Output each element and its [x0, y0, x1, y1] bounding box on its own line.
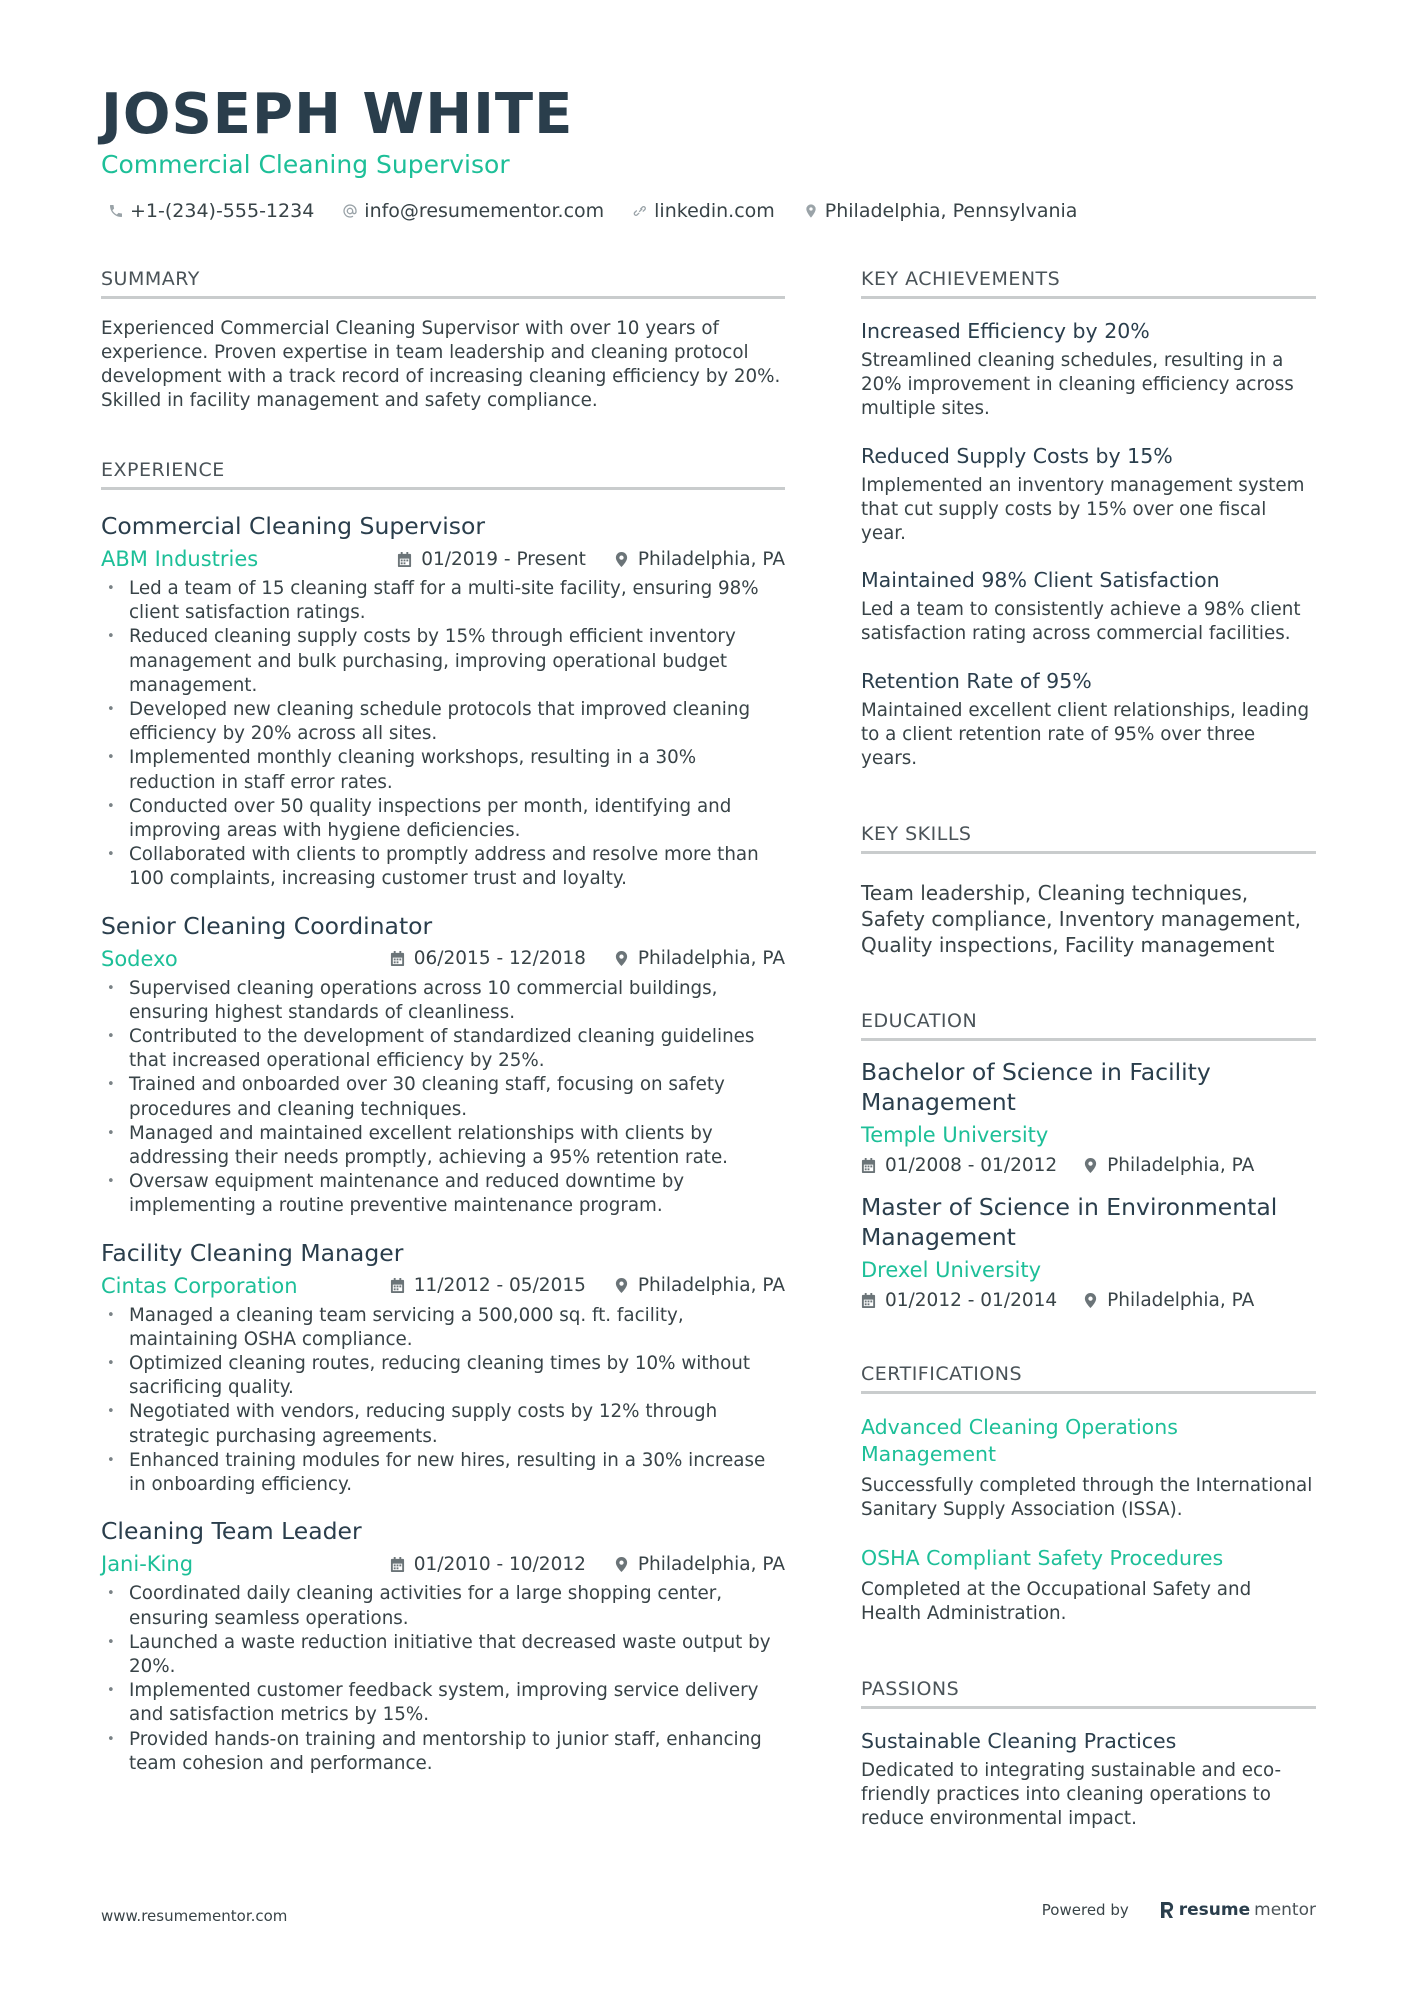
- education-item: [861, 1192, 1316, 1311]
- certification-item: [861, 1414, 1316, 1522]
- brand-bold: resume: [1178, 1900, 1251, 1920]
- certifications-heading: CERTIFICATIONS: [861, 1363, 1316, 1394]
- job-company: Jani-King: [101, 1552, 194, 1577]
- certification-title: OSHA Compliant Safety Procedures: [861, 1545, 1224, 1570]
- achievement-item: [861, 444, 1316, 547]
- resumementor-logo-icon: [1159, 1900, 1175, 1920]
- job-location: Philadelphia, PA: [637, 948, 785, 970]
- achievements-heading: KEY ACHIEVEMENTS: [861, 268, 1316, 299]
- job-company: Cintas Corporation: [101, 1273, 298, 1298]
- certification-desc: Successfully completed through the International Sanitary Supply Association (ISSA).: [861, 1475, 1313, 1521]
- job-meta: [101, 1274, 785, 1298]
- resumementor-logo[interactable]: [1159, 1900, 1316, 1920]
- contact-email[interactable]: [342, 200, 604, 222]
- education-location: Philadelphia, PA: [1107, 1290, 1255, 1312]
- footer-website[interactable]: www.resumementor.com: [101, 1907, 288, 1925]
- left-column: [101, 268, 785, 1776]
- job-title: Cleaning Team Leader: [101, 1517, 362, 1546]
- bullet-item: • Reduced cleaning supply costs by 15% through efficient inventory management and bulk purchasing, improving operational budget management.: [101, 625, 785, 698]
- education-location: Philadelphia, PA: [1107, 1155, 1255, 1177]
- achievement-title: Reduced Supply Costs by 15%: [861, 443, 1173, 468]
- job-entry: [101, 1239, 785, 1498]
- candidate-title: Commercial Cleaning Supervisor: [101, 150, 510, 179]
- summary-heading: SUMMARY: [101, 268, 785, 299]
- bullet-item: • Conducted over 50 quality inspections per month, identifying and improving areas with hygiene deficiencies.: [101, 795, 785, 843]
- job-meta: [101, 947, 785, 971]
- brand-light: mentor: [1254, 1900, 1316, 1920]
- location-pin-icon: [614, 551, 629, 568]
- education-heading: EDUCATION: [861, 1010, 1316, 1041]
- job-dates: 01/2010 - 10/2012: [413, 1553, 586, 1575]
- email-link[interactable]: info@resumementor.com: [364, 200, 605, 222]
- achievement-desc: Streamlined cleaning schedules, resulting in a 20% improvement in cleaning efficiency across multiple sites.: [861, 350, 1294, 420]
- contact-location: [803, 200, 1078, 222]
- bullet-item: • Enhanced training modules for new hires, resulting in a 30% increase in onboarding efficiency.: [101, 1449, 785, 1497]
- education-dates: 01/2008 - 01/2012: [885, 1155, 1058, 1177]
- contact-linkedin[interactable]: [632, 200, 775, 222]
- location-pin-icon: [1083, 1292, 1098, 1309]
- job-location: Philadelphia, PA: [637, 548, 785, 570]
- achievement-item: [861, 319, 1316, 422]
- job-meta: [101, 547, 785, 571]
- achievement-item: [861, 568, 1316, 646]
- location-pin-icon: [803, 203, 819, 219]
- job-title: Commercial Cleaning Supervisor: [101, 512, 486, 540]
- calendar-icon: [390, 950, 405, 967]
- bullet-item: • Oversaw equipment maintenance and reduced downtime by implementing a routine preventive maintenance program.: [101, 1170, 785, 1218]
- job-entry: [101, 512, 785, 892]
- location-pin-icon: [614, 1556, 629, 1573]
- job-meta: [101, 1552, 785, 1576]
- job-title: Senior Cleaning Coordinator: [101, 911, 433, 940]
- bullet-item: • Supervised cleaning operations across 10 commercial buildings, ensuring highest standards of cleanliness.: [101, 977, 785, 1025]
- summary-text: Experienced Commercial Cleaning Supervisor with over 10 years of experience. Proven expertise in team leadership and cleaning protocol development with a track record of increasing cleaning efficiency by 20%. Skilled in facility management and safety compliance.: [101, 318, 781, 411]
- calendar-icon: [861, 1157, 876, 1174]
- job-company: ABM Industries: [101, 547, 259, 571]
- bullet-item: • Coordinated daily cleaning activities for a large shopping center, ensuring seamless operations.: [101, 1582, 785, 1630]
- contact-bar: [108, 200, 1077, 222]
- bullet-item: • Implemented customer feedback system, improving service delivery and satisfaction metrics by 15%.: [101, 1679, 785, 1727]
- passion-desc: Dedicated to integrating sustainable and eco-friendly practices into cleaning operations to reduce environmental impact.: [861, 1760, 1282, 1830]
- achievement-desc: Maintained excellent client relationships, leading to a client retention rate of 95% over three years.: [861, 699, 1310, 770]
- job-dates: 01/2019 - Present: [421, 548, 586, 570]
- job-company: Sodexo: [101, 946, 178, 971]
- calendar-icon: [390, 1277, 405, 1294]
- certification-title: Advanced Cleaning Operations Management: [861, 1415, 1178, 1467]
- bullet-item: • Led a team of 15 cleaning staff for a multi-site facility, ensuring 98% client satisfaction ratings.: [101, 577, 785, 625]
- bullet-item: • Launched a waste reduction initiative that decreased waste output by 20%.: [101, 1631, 785, 1679]
- job-bullets: [101, 1582, 785, 1776]
- footer-branding: [1042, 1900, 1316, 1920]
- bullet-item: • Contributed to the development of standardized cleaning guidelines that increased operational efficiency by 25%.: [101, 1025, 785, 1073]
- bullet-item: • Managed and maintained excellent relationships with clients by addressing their needs promptly, achieving a 95% retention rate.: [101, 1122, 785, 1170]
- candidate-name: JOSEPH WHITE: [101, 82, 574, 147]
- linkedin-link[interactable]: linkedin.com: [654, 200, 775, 222]
- location-pin-icon: [1083, 1157, 1098, 1174]
- achievement-title: Increased Efficiency by 20%: [861, 319, 1150, 343]
- certification-item: [861, 1545, 1316, 1626]
- achievement-item: [861, 669, 1316, 772]
- location-text: Philadelphia, Pennsylvania: [824, 200, 1078, 222]
- education-school: Temple University: [861, 1123, 1049, 1148]
- bullet-item: • Developed new cleaning schedule protocols that improved cleaning efficiency by 20% across all sites.: [101, 698, 785, 746]
- job-bullets: [101, 977, 785, 1219]
- bullet-item: • Implemented monthly cleaning workshops, resulting in a 30% reduction in staff error rates.: [101, 746, 785, 794]
- skills-heading: KEY SKILLS: [861, 823, 1316, 854]
- skills-text: Team leadership, Cleaning techniques, Safety compliance, Inventory management, Quality inspections, Facility management: [861, 881, 1302, 958]
- education-dates: 01/2012 - 01/2014: [885, 1290, 1058, 1312]
- certification-desc: Completed at the Occupational Safety and Health Administration.: [861, 1578, 1252, 1624]
- location-pin-icon: [614, 1277, 629, 1294]
- bullet-item: • Collaborated with clients to promptly address and resolve more than 100 complaints, increasing customer trust and loyalty.: [101, 843, 785, 891]
- phone-icon: [108, 203, 124, 219]
- passion-title: Sustainable Cleaning Practices: [861, 1729, 1177, 1754]
- right-column: [861, 268, 1316, 1832]
- powered-by-text: Powered by: [1041, 1901, 1129, 1919]
- job-entry: [101, 912, 785, 1219]
- at-icon: [342, 203, 358, 219]
- job-dates: 11/2012 - 05/2015: [413, 1275, 586, 1297]
- job-bullets: [101, 1304, 785, 1498]
- achievement-desc: Implemented an inventory management system that cut supply costs by 15% over one fiscal year.: [861, 474, 1305, 545]
- job-location: Philadelphia, PA: [637, 1553, 785, 1575]
- bullet-item: • Optimized cleaning routes, reducing cleaning times by 10% without sacrificing quality.: [101, 1352, 785, 1400]
- achievement-title: Maintained 98% Client Satisfaction: [861, 568, 1220, 593]
- bullet-item: • Provided hands-on training and mentorship to junior staff, enhancing team cohesion and performance.: [101, 1728, 785, 1776]
- location-pin-icon: [614, 950, 629, 967]
- achievement-desc: Led a team to consistently achieve a 98% client satisfaction rating across commercial facilities.: [861, 599, 1301, 645]
- passion-item: [861, 1729, 1316, 1832]
- bullet-item: • Negotiated with vendors, reducing supply costs by 12% through strategic purchasing agreements.: [101, 1400, 785, 1448]
- calendar-icon: [861, 1292, 876, 1309]
- education-school: Drexel University: [861, 1258, 1042, 1283]
- phone-text: +1-(234)-555-1234: [130, 200, 315, 222]
- bullet-item: • Trained and onboarded over 30 cleaning staff, focusing on safety procedures and cleaning techniques.: [101, 1073, 785, 1121]
- education-degree: Master of Science in Environmental Management: [861, 1193, 1278, 1252]
- job-location: Philadelphia, PA: [637, 1275, 785, 1297]
- calendar-icon: [397, 551, 412, 568]
- link-icon: [632, 203, 648, 219]
- achievement-title: Retention Rate of 95%: [861, 668, 1092, 693]
- bullet-item: • Managed a cleaning team servicing a 500,000 sq. ft. facility, maintaining OSHA compliance.: [101, 1304, 785, 1352]
- job-dates: 06/2015 - 12/2018: [413, 948, 586, 970]
- education-degree: Bachelor of Science in Facility Management: [861, 1058, 1211, 1117]
- job-bullets: [101, 577, 785, 892]
- education-item: [861, 1057, 1316, 1176]
- calendar-icon: [390, 1556, 405, 1573]
- passions-heading: PASSIONS: [861, 1678, 1316, 1709]
- contact-phone: [108, 200, 314, 222]
- experience-heading: EXPERIENCE: [101, 459, 785, 490]
- job-entry: [101, 1517, 785, 1776]
- job-title: Facility Cleaning Manager: [101, 1238, 404, 1267]
